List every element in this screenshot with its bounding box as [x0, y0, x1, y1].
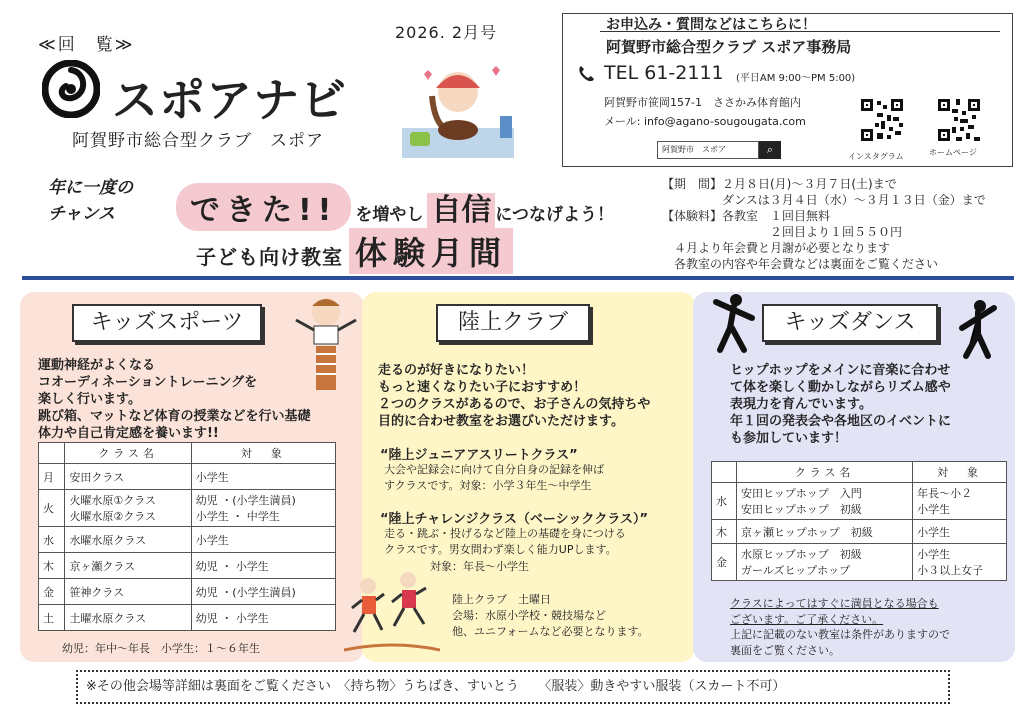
dancer-silhouette-icon: [712, 292, 758, 356]
text-line: 陸上クラブ 土曜日: [452, 593, 551, 606]
banner-subtitle-a: 子ども向け教室: [196, 245, 343, 269]
row-target: 小学生: [191, 527, 335, 553]
text-line: も参加しています！: [730, 431, 848, 446]
track-schedule: [452, 592, 649, 640]
text-line: 体力や自己肯定感を養います!!: [38, 426, 219, 441]
search-icon[interactable]: ⌕: [759, 141, 781, 159]
row-day: 土: [39, 605, 65, 631]
logo-swirl-icon: [42, 60, 100, 118]
banner-subtitle: [196, 228, 513, 274]
text-line: て体を楽しく動かしながらリズム感や: [730, 380, 951, 395]
row-target: 幼児 ・ 小学生: [191, 553, 335, 579]
text-line: ございます。ご了承ください。: [730, 613, 884, 626]
text-line: クラスによってはすぐに満員となる場合も: [730, 597, 939, 610]
table-row: [712, 544, 1007, 581]
kids-dance-title: キッズダンス: [762, 304, 938, 342]
track-club-description: [378, 362, 694, 430]
qr-code-instagram[interactable]: [859, 97, 905, 143]
kairan-label: ≪回 覧≫: [38, 35, 135, 55]
kids-dance-note-full: [730, 596, 939, 628]
row-class: 水原ヒップホップ 初級 ガールズヒップホップ: [737, 544, 913, 581]
info-line: ダンスは３月４日（水）〜３月１３日（金）まで: [662, 193, 986, 207]
footer-note: ※その他会場等詳細は裏面をご覧ください 〈持ち物〉うちばき、すいとう 〈服装〉動きやすい服装（スカート不可）: [76, 670, 950, 704]
track-club-title: 陸上クラブ: [436, 304, 590, 342]
text-line: 他、ユニフォームなど必要となります。: [452, 625, 649, 638]
kids-dance-note-conditions: [730, 627, 950, 659]
org-subtitle: 阿賀野市総合型クラブ スポア: [72, 131, 324, 151]
chance-label: 年に一度のチャンス: [48, 178, 133, 224]
row-class: 笹神クラス: [65, 579, 191, 605]
row-day: 金: [39, 579, 65, 605]
text-line: ２つのクラスがあるので、お子さんの気持ちや: [378, 397, 651, 412]
row-day: 木: [712, 520, 737, 544]
track-class1-title: “陸上ジュニアアスリートクラス”: [380, 448, 578, 463]
kids-sports-title: キッズスポーツ: [72, 304, 262, 342]
text-line: 走る・跳ぶ・投げるなど陸上の基礎を身につける: [384, 527, 626, 540]
trial-info: [662, 176, 1022, 272]
phone-icon: [576, 64, 596, 84]
kids-dance-table: [711, 461, 1007, 581]
table-row: [712, 483, 1007, 520]
table-row: [39, 553, 336, 579]
kids-dance-description: [730, 362, 998, 447]
text-line: 会場：水原小学校・競技場など: [452, 609, 606, 622]
dancer-silhouette-icon: [954, 298, 1000, 362]
table-header-row: [39, 443, 336, 464]
running-kids-illustration: [344, 570, 440, 656]
track-class2-target: 対象：年長〜小学生: [430, 560, 529, 573]
chance-calligraphy: [44, 175, 144, 237]
search-box[interactable]: 阿賀野市 スポア: [657, 141, 759, 159]
text-line: もっと速くなりたい子におすすめ！: [378, 380, 587, 395]
table-header-row: [712, 462, 1007, 483]
row-day: 水: [39, 527, 65, 553]
row-target: 小学生: [191, 464, 335, 490]
logo-text: スポアナビ: [112, 73, 347, 127]
kids-sports-note: 幼児：年中〜年長 小学生：１〜６年生: [62, 642, 260, 655]
banner-title-end: につなげよう！: [495, 205, 615, 225]
table-row: [39, 579, 336, 605]
row-class: 京ヶ瀬ヒップホップ 初級: [737, 520, 913, 544]
row-day: 水: [712, 483, 737, 520]
info-line: 各教室の内容や年会費などは裏面をご覧ください: [662, 257, 939, 271]
contact-heading: お申込み・質問などはこちらに！: [606, 17, 816, 33]
track-class1-description: [384, 462, 604, 494]
contact-phone-hours: (平日AM 9:00〜PM 5:00): [736, 73, 856, 84]
text-line: コオーディネーショントレーニングを: [38, 375, 258, 390]
contact-address: 阿賀野市笹岡157-1 ささかみ体育館内: [604, 96, 801, 109]
row-target: 幼児 ・(小学生満員): [191, 579, 335, 605]
table-row: [39, 464, 336, 490]
cooking-girl-illustration: [392, 48, 524, 160]
text-line: 跳び箱、マットなど体育の授業などを行い基礎: [38, 409, 311, 424]
table-header-target: 対 象: [191, 443, 335, 464]
text-line: クラスです。男女問わず楽しく能力UPします。: [384, 543, 617, 556]
issue-date: 2026. 2月号: [395, 23, 498, 42]
table-row: [39, 527, 336, 553]
row-class: 安田ヒップホップ 入門 安田ヒップホップ 初級: [737, 483, 913, 520]
row-target: 幼児 ・(小学生満員) 小学生 ・ 中学生: [191, 490, 335, 527]
text-line: 裏面をご覧ください。: [730, 644, 840, 657]
text-line: すクラスです。対象：小学３年生〜中学生: [384, 479, 592, 492]
qr-label-homepage: ホームページ: [929, 148, 977, 157]
row-target: 小学生: [913, 520, 1007, 544]
table-row: [39, 605, 336, 631]
kids-sports-table: [38, 442, 336, 631]
kids-sports-description: [38, 357, 354, 442]
text-line: 大会や記録会に向けて自分自身の記録を伸ば: [384, 463, 604, 476]
text-line: 運動神経がよくなる: [38, 358, 156, 373]
info-line: ２回目より１回５５０円: [662, 225, 903, 239]
contact-email[interactable]: メール: info@agano-sougougata.com: [604, 115, 806, 128]
info-line: ４月より年会費と月謝が必要となります: [662, 241, 891, 255]
banner-title: [176, 183, 614, 231]
banner-title-big: 自信: [427, 193, 495, 228]
row-class: 水曜水原クラス: [65, 527, 191, 553]
row-target: 小学生 小３以上女子: [913, 544, 1007, 581]
row-target: 年長〜小２ 小学生: [913, 483, 1007, 520]
info-line: 【体験料】各教室 １回目無料: [662, 209, 831, 223]
row-class: 安田クラス: [65, 464, 191, 490]
row-day: 月: [39, 464, 65, 490]
contact-org: 阿賀野市総合型クラブ スポア事務局: [606, 38, 852, 56]
text-line: 表現力を育んでいます。: [730, 397, 872, 412]
table-header-class: クラス名: [65, 443, 191, 464]
table-header-class: クラス名: [737, 462, 913, 483]
info-line: 【期 間】２月８日(月)〜３月７日(土)まで: [662, 177, 897, 191]
banner-title-mid: を増やし: [355, 205, 424, 225]
row-target: 幼児 ・ 小学生: [191, 605, 335, 631]
qr-label-instagram: インスタグラム: [848, 152, 904, 161]
table-header-target: 対 象: [913, 462, 1007, 483]
banner-title-pill: できた!!: [176, 183, 351, 231]
divider: [600, 31, 1000, 32]
text-line: 上記に記載のない教室は条件がありますので: [730, 628, 950, 641]
row-class: 火曜水原①クラス 火曜水原②クラス: [65, 490, 191, 527]
table-header-day: [39, 443, 65, 464]
table-row: [39, 490, 336, 527]
contact-phone[interactable]: TEL 61-2111: [604, 62, 724, 84]
section-divider: [22, 276, 1014, 280]
table-header-day: [712, 462, 737, 483]
track-class2-title: “陸上チャレンジクラス（ベーシッククラス）”: [380, 512, 648, 527]
text-line: 年１回の発表会や各地区のイベントに: [730, 414, 952, 429]
row-class: 京ヶ瀬クラス: [65, 553, 191, 579]
row-day: 金: [712, 544, 737, 581]
text-line: 走るのが好きになりたい！: [378, 363, 535, 378]
track-class2-description: [384, 526, 626, 558]
row-class: 土曜水原クラス: [65, 605, 191, 631]
qr-code-homepage[interactable]: [936, 97, 982, 143]
text-line: 楽しく行います。: [38, 392, 141, 407]
row-day: 木: [39, 553, 65, 579]
text-line: 目的に合わせ教室をお選びいただけます。: [378, 414, 624, 429]
row-day: 火: [39, 490, 65, 527]
text-line: ヒップホップをメインに音楽に合わせ: [730, 363, 951, 378]
table-row: [712, 520, 1007, 544]
banner-subtitle-b: 体験月間: [349, 228, 513, 274]
